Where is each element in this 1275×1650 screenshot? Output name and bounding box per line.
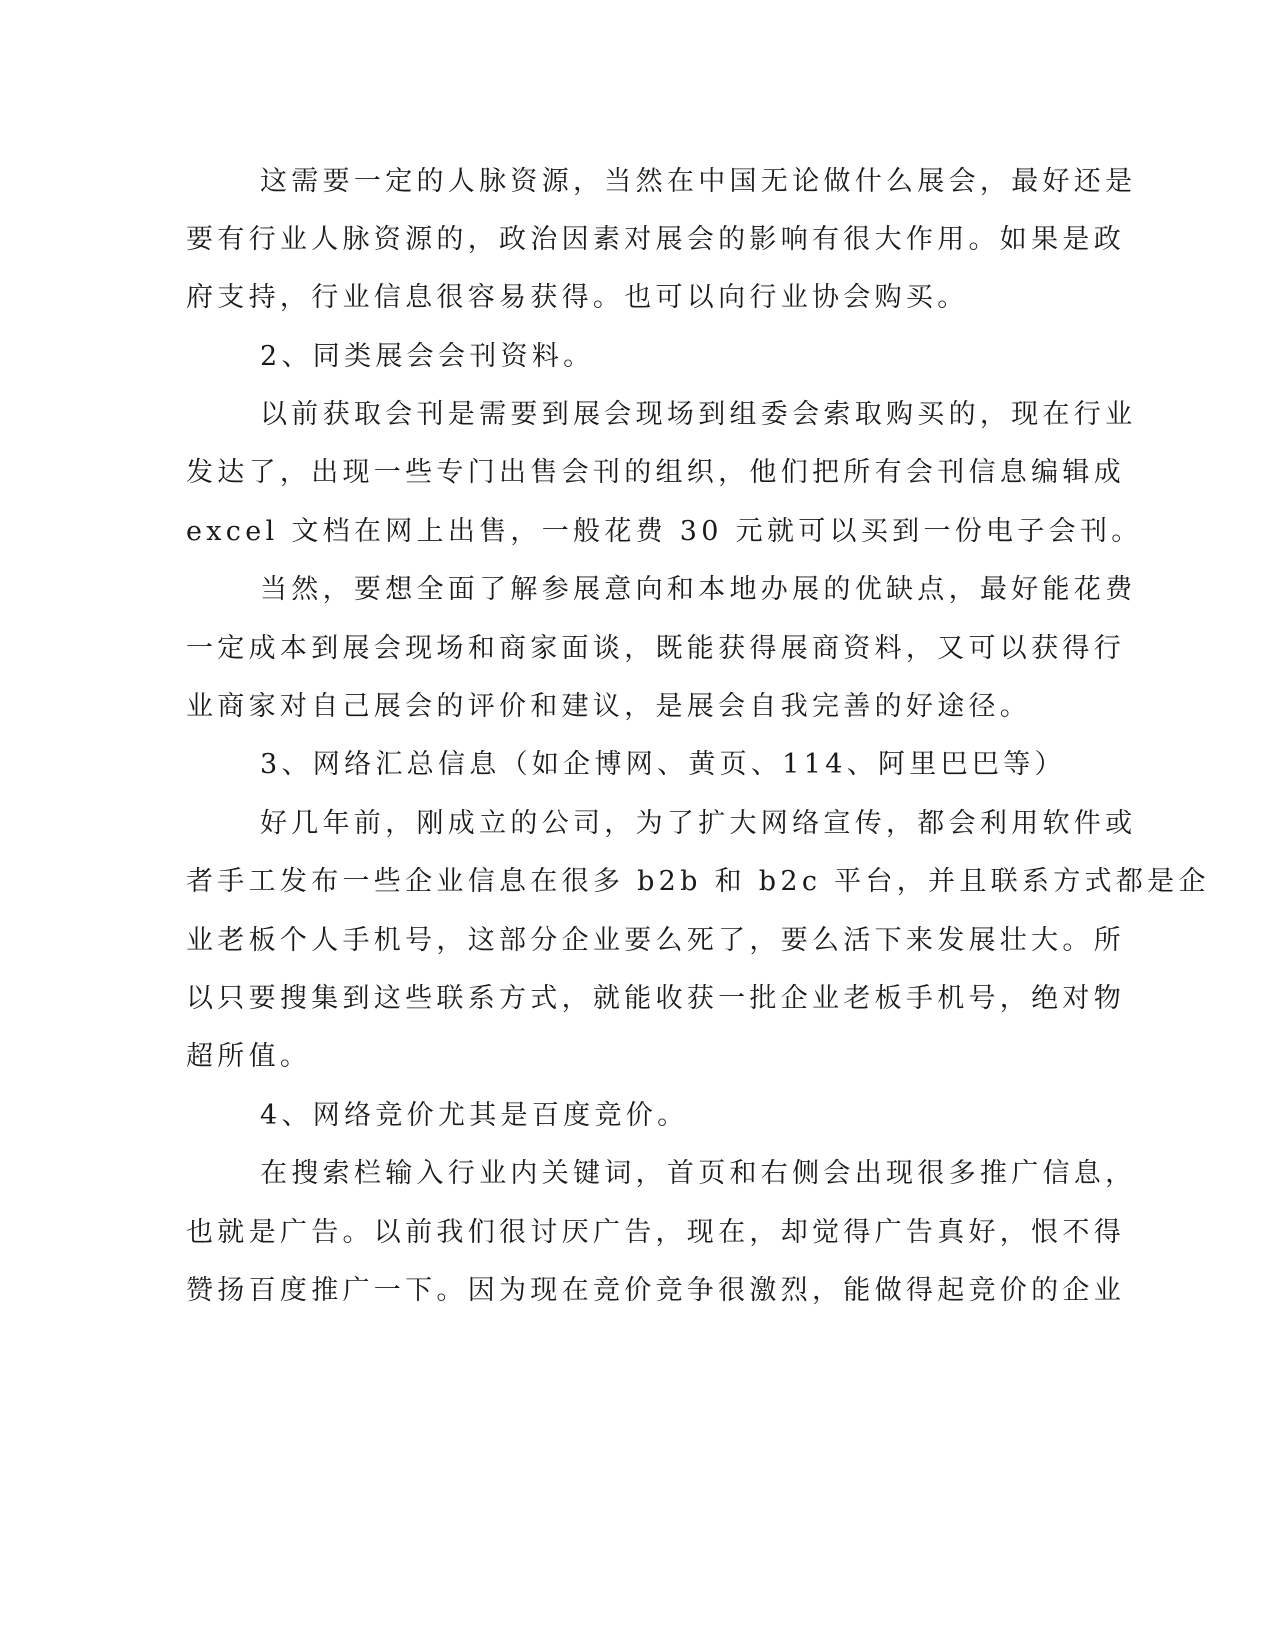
section-heading: 2、同类展会会刊资料。 (260, 341, 595, 372)
paragraph-line: 赞扬百度推广一下。因为现在竞价竞争很激烈，能做得起竞价的企业 (186, 1275, 1125, 1306)
paragraph-line: 府支持，行业信息很容易获得。也可以向行业协会购买。 (186, 282, 969, 313)
paragraph-line: 业老板个人手机号，这部分企业要么死了，要么活下来发展壮大。所 (186, 925, 1125, 956)
paragraph-line: 以前获取会刊是需要到展会现场到组委会索取购买的，现在行业 (260, 399, 1137, 430)
paragraph-line: 这需要一定的人脉资源，当然在中国无论做什么展会，最好还是 (260, 166, 1137, 197)
section-heading: 3、网络汇总信息（如企博网、黄页、114、阿里巴巴等） (260, 749, 1066, 780)
paragraph-line: 以只要搜集到这些联系方式，就能收获一批企业老板手机号，绝对物 (186, 983, 1125, 1014)
paragraph-line: 超所值。 (186, 1041, 312, 1072)
section-heading: 4、网络竞价尤其是百度竞价。 (260, 1100, 689, 1131)
paragraph-line: 也就是广告。以前我们很讨厌广告，现在，却觉得广告真好，恨不得 (186, 1217, 1125, 1248)
paragraph-line: 好几年前，刚成立的公司，为了扩大网络宣传，都会利用软件或 (260, 808, 1137, 839)
paragraph-line: 当然，要想全面了解参展意向和本地办展的优缺点，最好能花费 (260, 574, 1137, 605)
paragraph-line: 发达了，出现一些专门出售会刊的组织，他们把所有会刊信息编辑成 (186, 457, 1125, 488)
paragraph-line: excel 文档在网上出售，一般花费 30 元就可以买到一份电子会刊。 (186, 516, 1143, 547)
paragraph-line: 者手工发布一些企业信息在很多 b2b 和 b2c 平台，并且联系方式都是企 (186, 866, 1210, 897)
paragraph-line: 在搜索栏输入行业内关键词，首页和右侧会出现很多推广信息， (260, 1158, 1137, 1189)
paragraph-line: 业商家对自己展会的评价和建议，是展会自我完善的好途径。 (186, 691, 1032, 722)
paragraph-line: 一定成本到展会现场和商家面谈，既能获得展商资料，又可以获得行 (186, 633, 1125, 664)
paragraph-line: 要有行业人脉资源的，政治因素对展会的影响有很大作用。如果是政 (186, 224, 1125, 255)
